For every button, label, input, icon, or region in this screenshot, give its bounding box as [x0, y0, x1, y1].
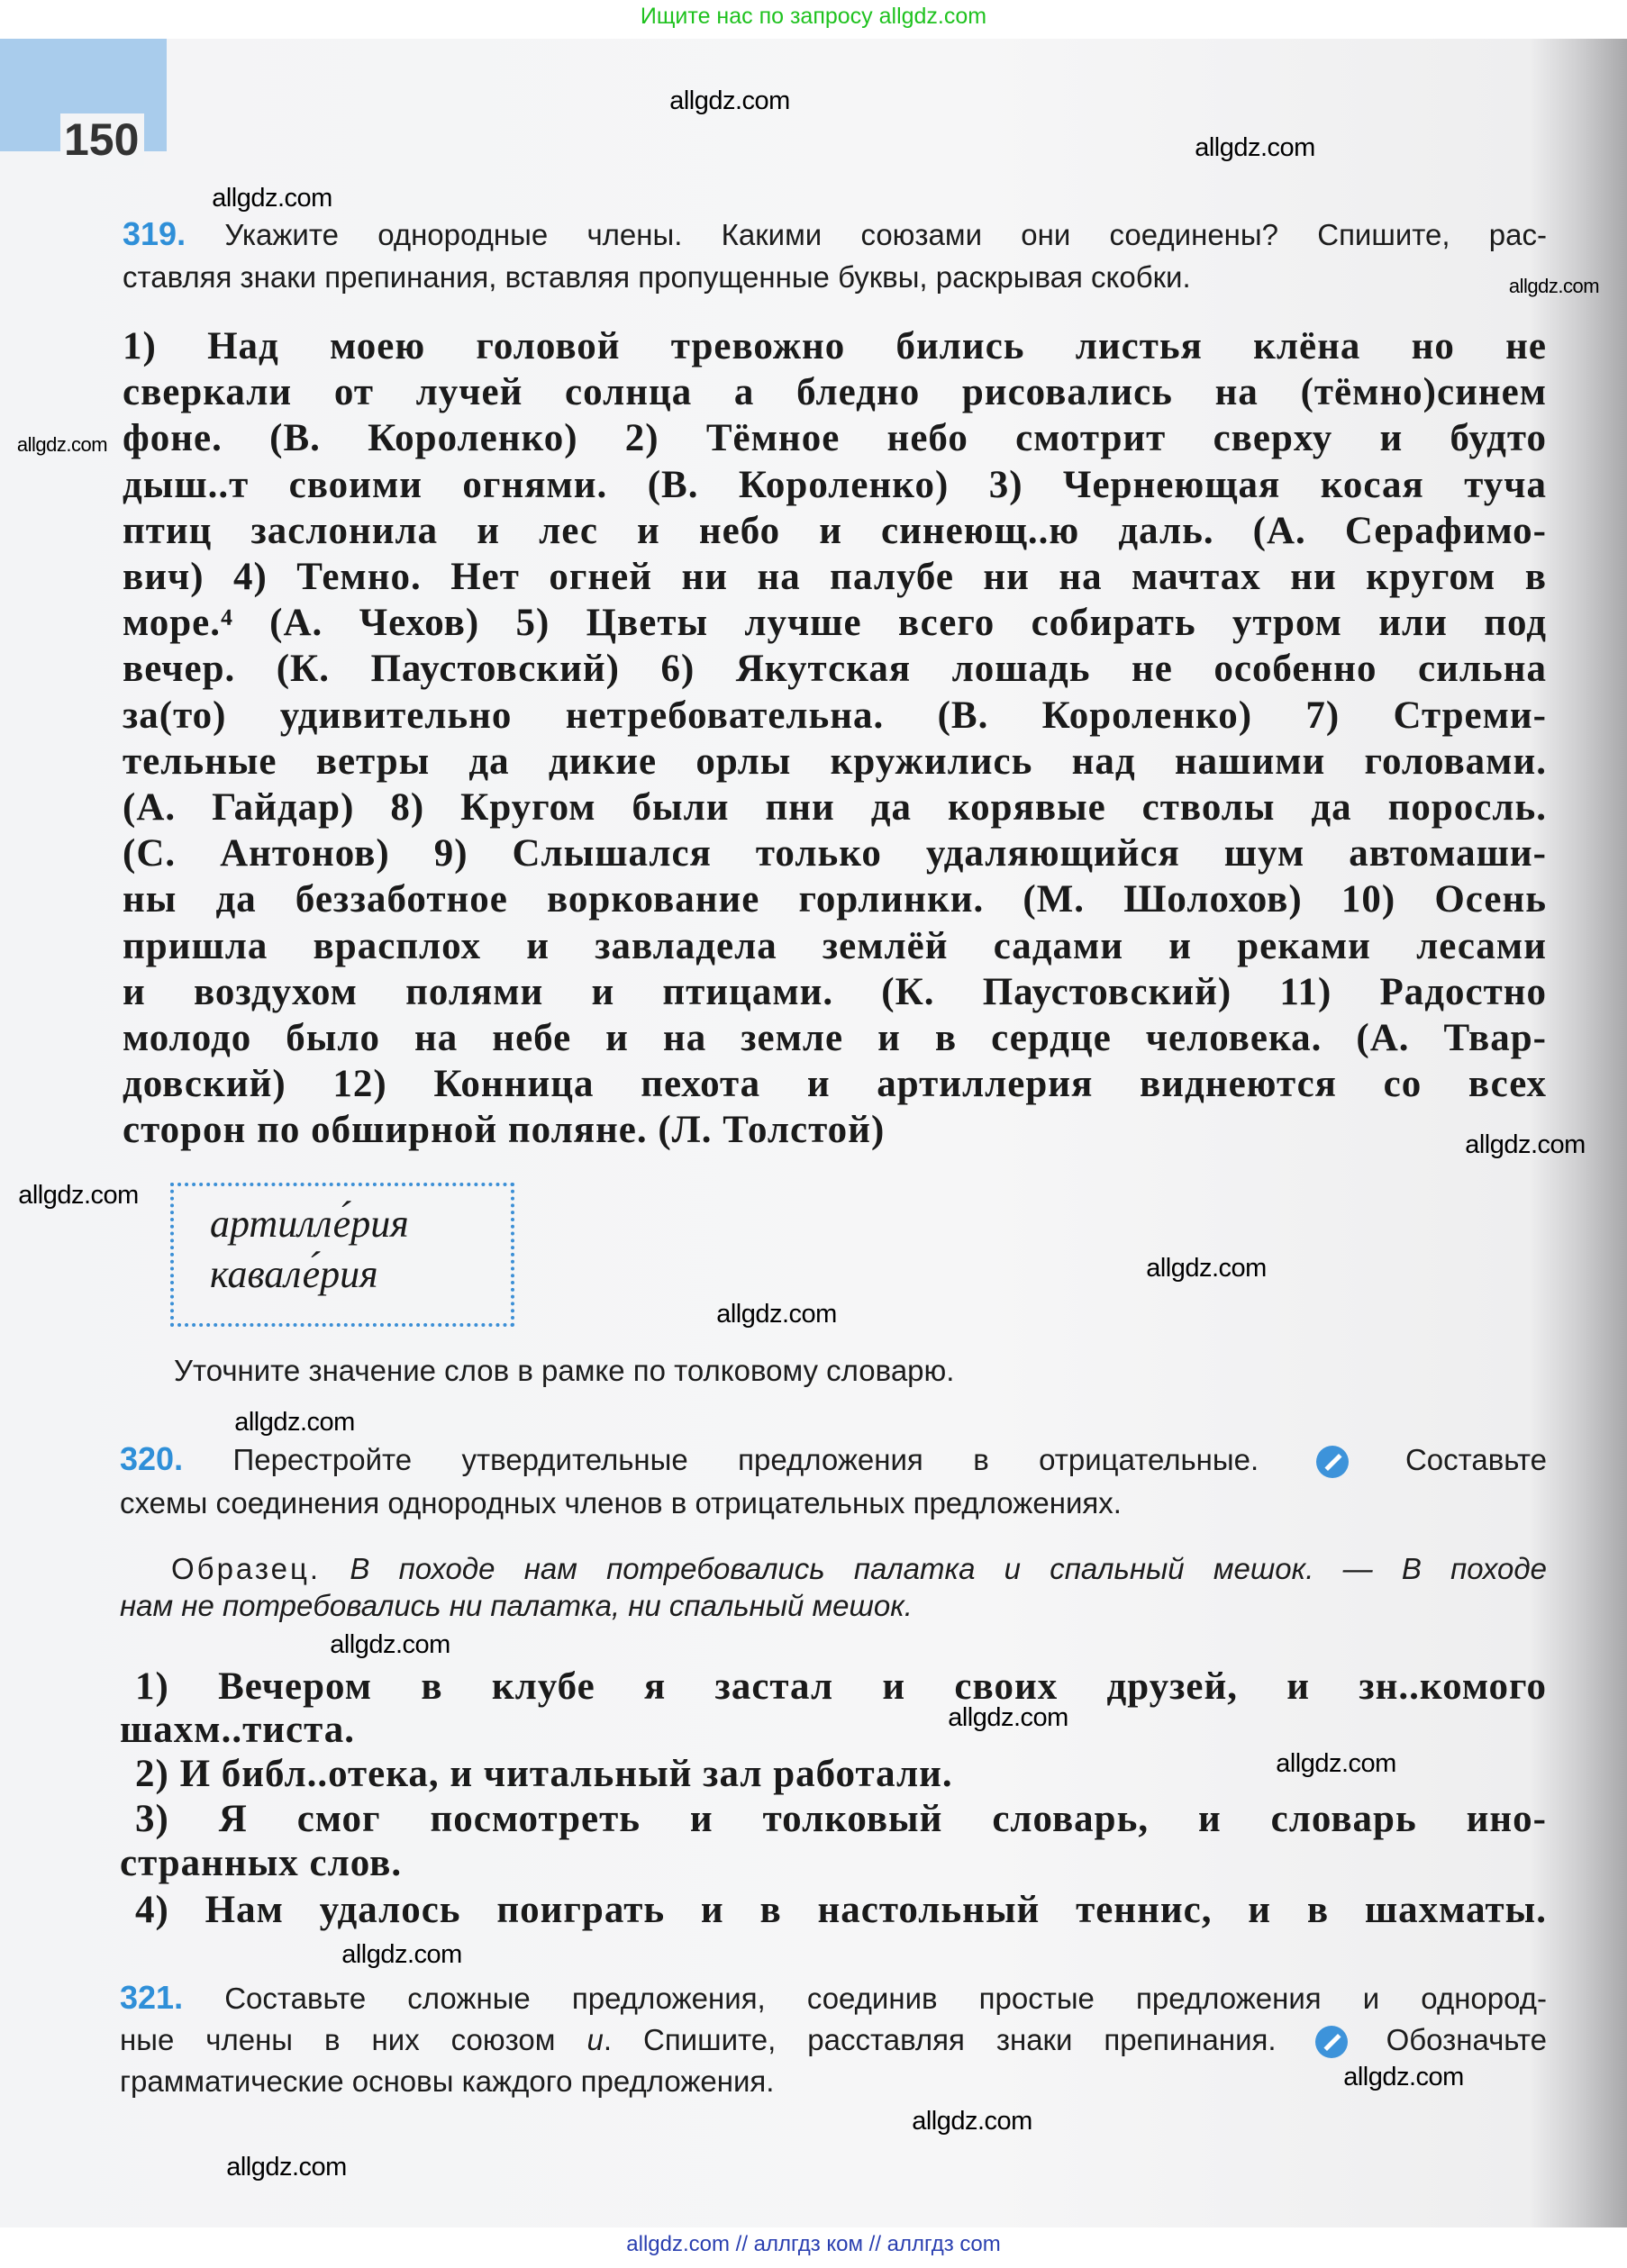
- ex321-task-text: ные члены в них союзом: [120, 2023, 556, 2056]
- ex319-sentence-line: сторон по обширной поляне. (Л. Толстой): [123, 1109, 886, 1152]
- watermark: allgdz.com: [226, 2153, 347, 2182]
- watermark: allgdz.com: [669, 86, 790, 115]
- ex319-sentence-line: сверкали от лучей солнца а бледно рисовались на (тёмно)синем: [123, 371, 1547, 414]
- vocab-word: кавале́рия: [210, 1252, 378, 1296]
- ex321-task-text: Составьте сложные предложения, соединив простые предложения и однород-: [224, 1982, 1547, 2015]
- watermark: allgdz.com: [212, 184, 332, 213]
- pencil-icon: [1316, 1446, 1349, 1478]
- watermark: allgdz.com: [948, 1703, 1068, 1732]
- ex320-sentence-line: шахм..тиста.: [120, 1709, 355, 1751]
- ex321-task-text: Обозначьте: [1386, 2023, 1548, 2056]
- vocab-word: артилле́рия: [210, 1202, 409, 1246]
- ex319-sentence-line: вич) 4) Темно. Нет огней ни на палубе ни на мачтах ни кругом в: [123, 556, 1547, 598]
- ex320-sentence-line: 3) Я смог посмотреть и толковый словарь, и словарь ино-: [135, 1798, 1547, 1840]
- ex319-sentence-line: птиц заслонила и лес и небо и синеющ..ю даль. (А. Серафимо-: [123, 509, 1547, 552]
- ex321-task-text: . Спишите, расставляя знаки препинания.: [603, 2023, 1277, 2056]
- watermark: allgdz.com: [234, 1408, 355, 1437]
- watermark: allgdz.com: [330, 1630, 450, 1659]
- watermark: allgdz.com: [1343, 2063, 1464, 2091]
- ex321-task-line: [120, 1980, 1547, 2017]
- ex320-sentence-line: странных слов.: [120, 1842, 403, 1884]
- ex319-sentence-line: дыш..т своими огнями. (В. Короленко) 3) Чернеющая косая туча: [123, 463, 1547, 506]
- watermark: allgdz.com: [1195, 133, 1315, 162]
- ex319-note: Уточните значение слов в рамке по толковому словарю.: [174, 1354, 955, 1387]
- ex320-task-line: [120, 1441, 1547, 1478]
- ex319-sentence-line: тельные ветры да дикие орлы кружились над нашими головами.: [123, 739, 1547, 783]
- ex319-sentence-line: (А. Гайдар) 8) Кругом были пни да корявые стволы да поросль.: [123, 786, 1547, 829]
- exercise-number: 319.: [123, 215, 186, 252]
- sample-label: Образец.: [171, 1552, 322, 1585]
- vocabulary-box: [170, 1183, 514, 1327]
- footer-links[interactable]: allgdz.com // аллгдз ком // аллгдз com: [626, 2232, 1001, 2256]
- ex320-task-text: Перестройте утвердительные предложения в отрицательные.: [232, 1443, 1259, 1476]
- ex319-sentence-line: вечер. (К. Паустовский) 6) Якутская лошадь не особенно сильна: [123, 648, 1547, 691]
- exercise-number: 320.: [120, 1440, 184, 1477]
- watermark: allgdz.com: [1276, 1749, 1396, 1778]
- ex319-sentence-line: 1) Над моею головой тревожно бились листья клёна но не: [123, 325, 1547, 367]
- ex319-sentence-line: фоне. (В. Короленко) 2) Тёмное небо смотрит сверху и будто: [123, 417, 1547, 460]
- ex321-task-line: [120, 2022, 1547, 2058]
- watermark: allgdz.com: [912, 2107, 1032, 2136]
- ex320-sample-line: нам не потребовались ни палатка, ни спальный мешок.: [120, 1589, 913, 1622]
- ex320-sentence-line: 4) Нам удалось поиграть и в настольный теннис, и в шахматы.: [135, 1889, 1547, 1931]
- ex319-sentence-line: довский) 12) Конница пехота и артиллерия виднеются со всех: [123, 1063, 1547, 1106]
- ex321-task-line: грамматические основы каждого предложения.: [120, 2064, 775, 2098]
- ex319-sentence-line: (С. Антонов) 9) Слышался только удаляющийся шум автомаши-: [123, 832, 1547, 875]
- ex320-task-line: схемы соединения однородных членов в отрицательных предложениях.: [120, 1486, 1122, 1520]
- watermark: allgdz.com: [16, 433, 108, 456]
- watermark: allgdz.com: [18, 1181, 139, 1210]
- page-number: 150: [60, 113, 144, 166]
- ex319-task-line: [123, 216, 1547, 253]
- pencil-icon: [1315, 2026, 1348, 2058]
- watermark: allgdz.com: [1465, 1130, 1586, 1159]
- ex320-task-text: Составьте: [1404, 1443, 1547, 1476]
- sample-text: В походе нам потребовались палатка и спальный мешок. — В походе: [350, 1552, 1547, 1585]
- ex319-sentence-line: море.⁴ (А. Чехов) 5) Цветы лучше всего собирать утром или под: [123, 602, 1547, 645]
- watermark: allgdz.com: [716, 1300, 837, 1329]
- ex319-task-text: Укажите однородные члены. Какими союзами они соединены? Спишите, рас-: [224, 218, 1547, 251]
- ex319-sentence-line: молодо было на небе и на земле и в сердце человека. (А. Твар-: [123, 1017, 1547, 1059]
- ex319-sentence-line: за(то) удивительно нетребовательна. (В. Короленко) 7) Стреми-: [123, 694, 1547, 737]
- ex319-task-line: ставляя знаки препинания, вставляя пропущенные буквы, раскрывая скобки.: [123, 260, 1191, 294]
- ex319-sentence-line: ны да беззаботное воркование горлинки. (М. Шолохов) 10) Осень: [123, 878, 1547, 921]
- ex319-sentence-line: пришла врасплох и завладела землёй садами и реками лесами: [123, 924, 1547, 967]
- top-banner[interactable]: Ищите нас по запросу allgdz.com: [640, 4, 987, 29]
- ex319-sentence-line: и воздухом полями и птицами. (К. Паустовский) 11) Радостно: [123, 970, 1547, 1013]
- ex320-sentence-line: 1) Вечером в клубе я застал и своих друзей, и зн..комого: [135, 1665, 1547, 1708]
- ex320-sentence-line: 2) И библ..отека, и читальный зал работали.: [135, 1753, 953, 1795]
- watermark: allgdz.com: [341, 1940, 462, 1969]
- ex320-sample-line: [171, 1551, 1547, 1587]
- ex321-conjunction: и: [586, 2023, 604, 2056]
- watermark: allgdz.com: [1508, 275, 1600, 297]
- exercise-number: 321.: [120, 1979, 184, 2016]
- watermark: allgdz.com: [1146, 1254, 1267, 1283]
